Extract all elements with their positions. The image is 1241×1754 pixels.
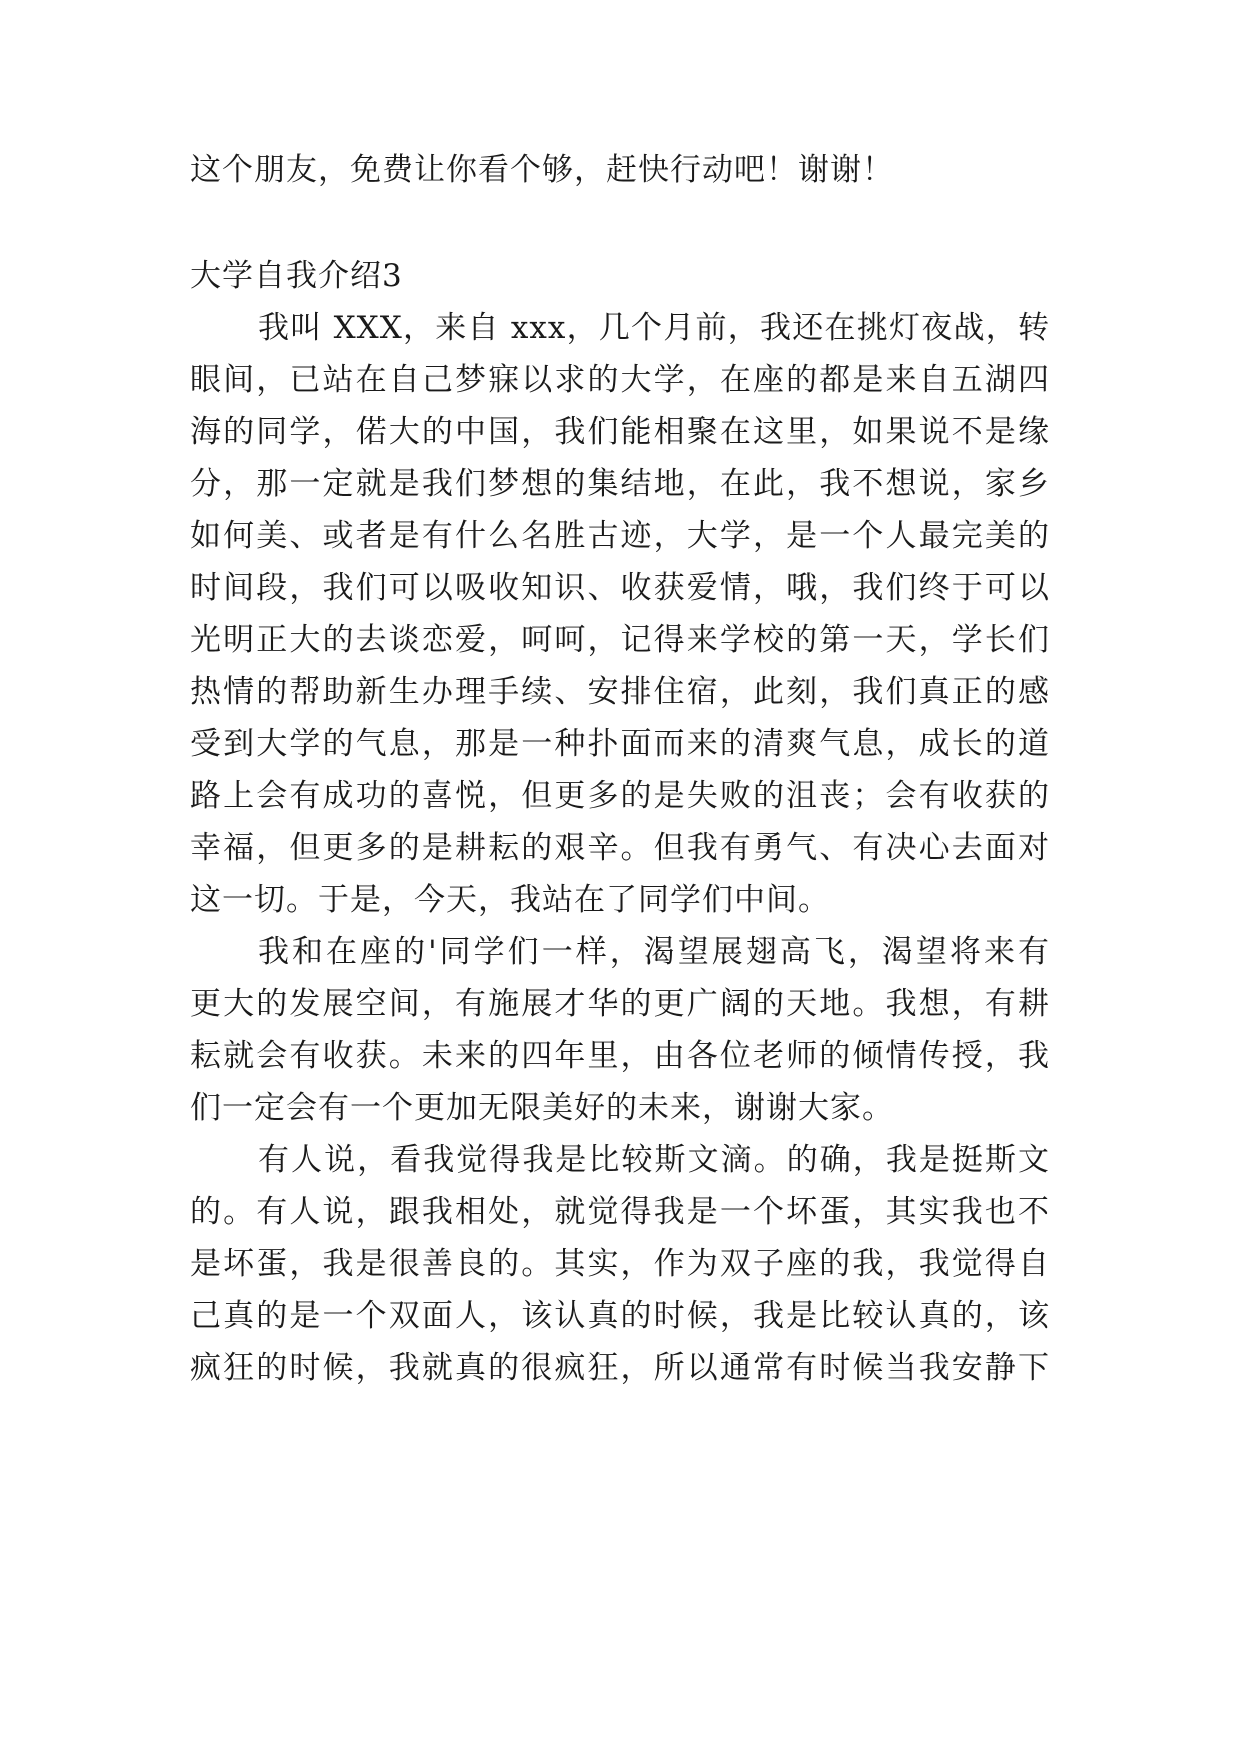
- paragraph-line: 这一切。于是，今天，我站在了同学们中间。: [190, 882, 830, 918]
- paragraph-line: 是坏蛋，我是很善良的。其实，作为双子座的我，我觉得自: [190, 1246, 1050, 1282]
- paragraph-line: 耘就会有收获。未来的四年里，由各位老师的倾情传授，我: [190, 1038, 1050, 1074]
- paragraph-line: 们一定会有一个更加无限美好的未来，谢谢大家。: [190, 1090, 894, 1126]
- paragraph-line: 分，那一定就是我们梦想的集结地，在此，我不想说，家乡: [190, 466, 1050, 502]
- paragraph-line: 路上会有成功的喜悦，但更多的是失败的沮丧；会有收获的: [190, 778, 1050, 814]
- paragraph-line: 时间段，我们可以吸收知识、收获爱情，哦，我们终于可以: [190, 570, 1050, 606]
- paragraph-line: 光明正大的去谈恋爱，呵呵，记得来学校的第一天，学长们: [190, 622, 1050, 658]
- paragraph-line: 海的同学，偌大的中国，我们能相聚在这里，如果说不是缘: [190, 414, 1050, 450]
- lead-line: 这个朋友，免费让你看个够，赶快行动吧！谢谢！: [190, 152, 894, 188]
- paragraph-line: 我和在座的'同学们一样，渴望展翅高飞，渴望将来有: [258, 934, 1050, 970]
- paragraph-line: 更大的发展空间，有施展才华的更广阔的天地。我想，有耕: [190, 986, 1050, 1022]
- paragraph-line: 我叫 XXX，来自 xxx，几个月前，我还在挑灯夜战，转: [258, 310, 1050, 346]
- paragraph-line: 受到大学的气息，那是一种扑面而来的清爽气息，成长的道: [190, 726, 1050, 762]
- paragraph-line: 眼间，已站在自己梦寐以求的大学，在座的都是来自五湖四: [190, 362, 1050, 398]
- paragraph-line: 己真的是一个双面人，该认真的时候，我是比较认真的，该: [190, 1298, 1050, 1334]
- section-heading: 大学自我介绍3: [190, 258, 403, 294]
- paragraph-line: 疯狂的时候，我就真的很疯狂，所以通常有时候当我安静下: [190, 1350, 1050, 1386]
- paragraph-line: 有人说，看我觉得我是比较斯文滴。的确，我是挺斯文: [258, 1142, 1050, 1178]
- paragraph-line: 的。有人说，跟我相处，就觉得我是一个坏蛋，其实我也不: [190, 1194, 1050, 1230]
- paragraph-line: 幸福，但更多的是耕耘的艰辛。但我有勇气、有决心去面对: [190, 830, 1050, 866]
- paragraph-line: 热情的帮助新生办理手续、安排住宿，此刻，我们真正的感: [190, 674, 1050, 710]
- paragraph-line: 如何美、或者是有什么名胜古迹，大学，是一个人最完美的: [190, 518, 1050, 554]
